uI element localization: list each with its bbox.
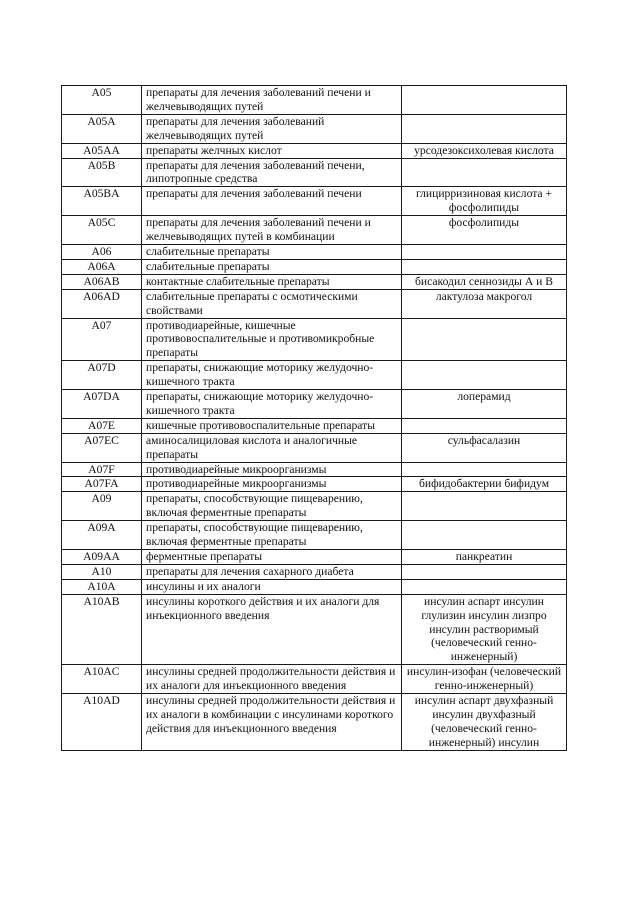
table-row — [62, 418, 567, 433]
desc-cell: противодиарейные, кишечные противовоспалительные и противомикробные препараты — [142, 318, 402, 361]
code-cell: A07 — [62, 318, 142, 361]
drugs-cell: сульфасалазин — [402, 433, 567, 462]
desc-cell: препараты, снижающие моторику желудочно-кишечного тракта — [142, 361, 402, 390]
table-row — [62, 579, 567, 594]
code-cell: A09AA — [62, 550, 142, 565]
code-cell: A06AD — [62, 289, 142, 318]
code-cell: A10AB — [62, 594, 142, 665]
table-row — [62, 521, 567, 550]
desc-cell: препараты, способствующие пищеварению, включая ферментные препараты — [142, 521, 402, 550]
code-cell: A07FA — [62, 477, 142, 492]
desc-cell: контактные слабительные препараты — [142, 274, 402, 289]
desc-cell: слабительные препараты с осмотическими свойствами — [142, 289, 402, 318]
drugs-cell: фосфолипиды — [402, 216, 567, 245]
code-cell: A05A — [62, 114, 142, 143]
drugs-cell: лактулоза макрогол — [402, 289, 567, 318]
table-row — [62, 564, 567, 579]
desc-cell: препараты для лечения заболеваний печени и желчевыводящих путей в комбинации — [142, 216, 402, 245]
table-row — [62, 477, 567, 492]
code-cell: A05C — [62, 216, 142, 245]
code-cell: A09 — [62, 492, 142, 521]
desc-cell: слабительные препараты — [142, 259, 402, 274]
drugs-cell: бифидобактерии бифидум — [402, 477, 567, 492]
desc-cell: инсулины и их аналоги — [142, 579, 402, 594]
desc-cell: слабительные препараты — [142, 244, 402, 259]
code-cell: A10AD — [62, 694, 142, 751]
drugs-cell: урсодезоксихолевая кислота — [402, 143, 567, 158]
table-row — [62, 361, 567, 390]
table-row — [62, 259, 567, 274]
table-row — [62, 390, 567, 419]
code-cell: A05BA — [62, 187, 142, 216]
drugs-cell — [402, 158, 567, 187]
code-cell: A09A — [62, 521, 142, 550]
code-cell: A07E — [62, 418, 142, 433]
desc-cell: инсулины короткого действия и их аналоги для инъекционного введения — [142, 594, 402, 665]
table-row — [62, 158, 567, 187]
table-row — [62, 462, 567, 477]
desc-cell: ферментные препараты — [142, 550, 402, 565]
desc-cell: препараты для лечения заболеваний желчевыводящих путей — [142, 114, 402, 143]
code-cell: A10A — [62, 579, 142, 594]
table-row — [62, 114, 567, 143]
code-cell: A05B — [62, 158, 142, 187]
table-row — [62, 492, 567, 521]
code-cell: A06A — [62, 259, 142, 274]
code-cell: A07F — [62, 462, 142, 477]
desc-cell: кишечные противовоспалительные препараты — [142, 418, 402, 433]
table-row — [62, 86, 567, 115]
table-row — [62, 665, 567, 694]
table-row — [62, 594, 567, 665]
code-cell: A10 — [62, 564, 142, 579]
desc-cell: противодиарейные микроорганизмы — [142, 462, 402, 477]
desc-cell: препараты, способствующие пищеварению, включая ферментные препараты — [142, 492, 402, 521]
desc-cell: препараты для лечения заболеваний печени, липотропные средства — [142, 158, 402, 187]
table-row — [62, 318, 567, 361]
desc-cell: препараты для лечения заболеваний печени — [142, 187, 402, 216]
drugs-cell — [402, 579, 567, 594]
drugs-cell: глицирризиновая кислота + фосфолипиды — [402, 187, 567, 216]
code-cell: A07DA — [62, 390, 142, 419]
drugs-cell: лоперамид — [402, 390, 567, 419]
desc-cell: аминосалициловая кислота и аналогичные препараты — [142, 433, 402, 462]
drugs-cell: бисакодил сеннозиды А и В — [402, 274, 567, 289]
drugs-cell — [402, 259, 567, 274]
drugs-cell: инсулин аспарт инсулин глулизин инсулин лизпро инсулин растворимый (человеческий генно-инженерный) — [402, 594, 567, 665]
desc-cell: препараты для лечения сахарного диабета — [142, 564, 402, 579]
drugs-cell: инсулин-изофан (человеческий генно-инженерный) — [402, 665, 567, 694]
drugs-cell — [402, 86, 567, 115]
atc-drug-table — [61, 85, 567, 751]
code-cell: A10AC — [62, 665, 142, 694]
code-cell: A05AA — [62, 143, 142, 158]
table-row — [62, 244, 567, 259]
table-row — [62, 216, 567, 245]
code-cell: A07D — [62, 361, 142, 390]
table-row — [62, 143, 567, 158]
desc-cell: препараты, снижающие моторику желудочно-кишечного тракта — [142, 390, 402, 419]
table-row — [62, 694, 567, 751]
desc-cell: инсулины средней продолжительности действия и их аналоги в комбинации с инсулинами короткого действия для инъекционного введения — [142, 694, 402, 751]
table-row — [62, 433, 567, 462]
drugs-cell — [402, 114, 567, 143]
drugs-cell — [402, 318, 567, 361]
table-body — [62, 86, 567, 751]
table-row — [62, 187, 567, 216]
desc-cell: противодиарейные микроорганизмы — [142, 477, 402, 492]
drugs-cell: панкреатин — [402, 550, 567, 565]
drugs-cell — [402, 361, 567, 390]
drugs-cell — [402, 521, 567, 550]
code-cell: A05 — [62, 86, 142, 115]
code-cell: A06 — [62, 244, 142, 259]
code-cell: A07EC — [62, 433, 142, 462]
table-row — [62, 274, 567, 289]
desc-cell: препараты желчных кислот — [142, 143, 402, 158]
drugs-cell — [402, 244, 567, 259]
table-row — [62, 289, 567, 318]
table-row — [62, 550, 567, 565]
drugs-cell — [402, 564, 567, 579]
drugs-cell: инсулин аспарт двухфазный инсулин двухфазный (человеческий генно-инженерный) инсулин — [402, 694, 567, 751]
desc-cell: препараты для лечения заболеваний печени и желчевыводящих путей — [142, 86, 402, 115]
drugs-cell — [402, 418, 567, 433]
desc-cell: инсулины средней продолжительности действия и их аналоги для инъекционного введения — [142, 665, 402, 694]
code-cell: A06AB — [62, 274, 142, 289]
drugs-cell — [402, 492, 567, 521]
drugs-cell — [402, 462, 567, 477]
